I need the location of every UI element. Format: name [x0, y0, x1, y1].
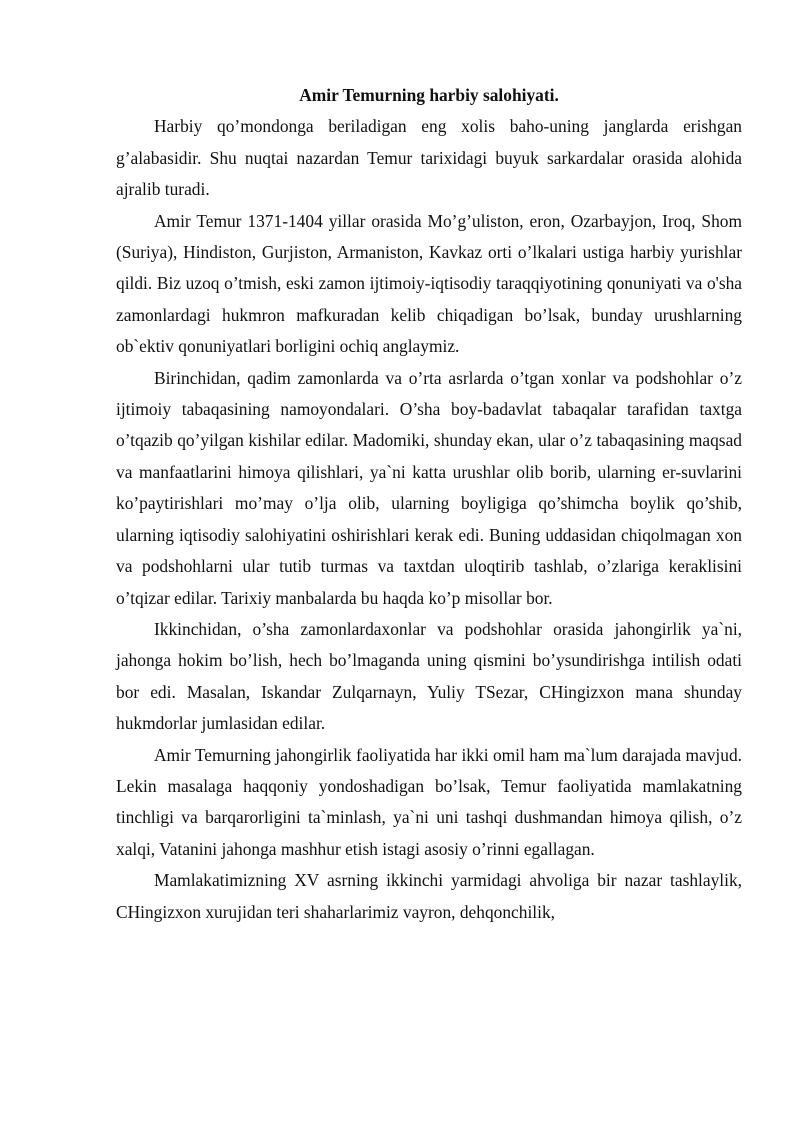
paragraph: Amir Temurning jahongirlik faoliyatida har ikki omil ham ma`lum darajada mavjud. Lekin masalaga haqqoniy yondoshadigan bo’lsak, Temur faoliyatida mamlakatning tinchligi va barqarorligini ta`minlash, ya`ni uni tashqi dushmandan himoya qilish, o’z xalqi, Vatanini jahonga mashhur etish istagi asosiy o’rinni egallagan. — [116, 744, 742, 859]
paragraph: Birinchidan, qadim zamonlarda va o’rta asrlarda o’tgan xonlar va podshohlar o’z ijtimoiy tabaqasining namoyondalari. O’sha boy-badavlat tabaqalar tarafidan taxtga o’tqazib qo’yilgan kishilar edilar. Madomiki, shunday ekan, ular o’z tabaqasining maqsad va manfaatlarini himoya qilishlari, ya`ni katta urushlar olib borib, ularning er-suvlarini ko’paytirishlari mo’may o’lja olib, ularning boyligiga qo’shimcha boylik qo’shib, ularning iqtisodiy salohiyatini oshirishlari kerak edi. Buning uddasidan chiqolmagan xon va podshohlarni ular tutib turmas va taxtdan uloqtirib tashlab, o’zlariga keraklisini o’tqizar edilar. Tarixiy manbalarda bu haqda ko’p misollar bor. — [116, 367, 742, 608]
document-title: Amir Temurning harbiy salohiyati. — [299, 85, 559, 105]
paragraph: Mamlakatimizning XV asrning ikkinchi yarmidagi ahvoliga bir nazar tashlaylik, CHingizxon xurujidan teri shaharlarimiz vayron, dehqonchilik, — [116, 870, 742, 922]
paragraph: Ikkinchidan, o’sha zamonlardaxonlar va podshohlar orasida jahongirlik ya`ni, jahonga hokim bo’lish, hech bo’lmaganda uning qismini bo’ysundirishga intilish odati bor edi. Masalan, Iskandar Zulqarnayn, Yuliy TSezar, CHingizxon mana shunday hukmdorlar jumlasidan edilar. — [116, 618, 742, 734]
paragraph: Harbiy qo’mondonga beriladigan eng xolis baho-uning janglarda erishgan g’alabasidir. Shu nuqtai nazardan Temur tarixidagi buyuk sarkardalar orasida alohida ajralib turadi. — [116, 116, 742, 200]
paragraph: Amir Temur 1371-1404 yillar orasida Mo’g’uliston, eron, Ozarbayjon, Iroq, Shom (Suriya), Hindiston, Gurjiston, Armaniston, Kavkaz orti o’lkalari ustiga harbiy yurishlar qildi. Biz uzoq o’tmish, eski zamon ijtimoiy-iqtisodiy taraqqiyotining qonuniyati va o'sha zamonlardagi hukmron mafkuradan kelib chiqadigan bo’lsak, bunday urushlarning ob`ektiv qonuniyatlari borligini ochiq anglaymiz. — [116, 210, 742, 357]
document-page — [116, 80, 742, 928]
